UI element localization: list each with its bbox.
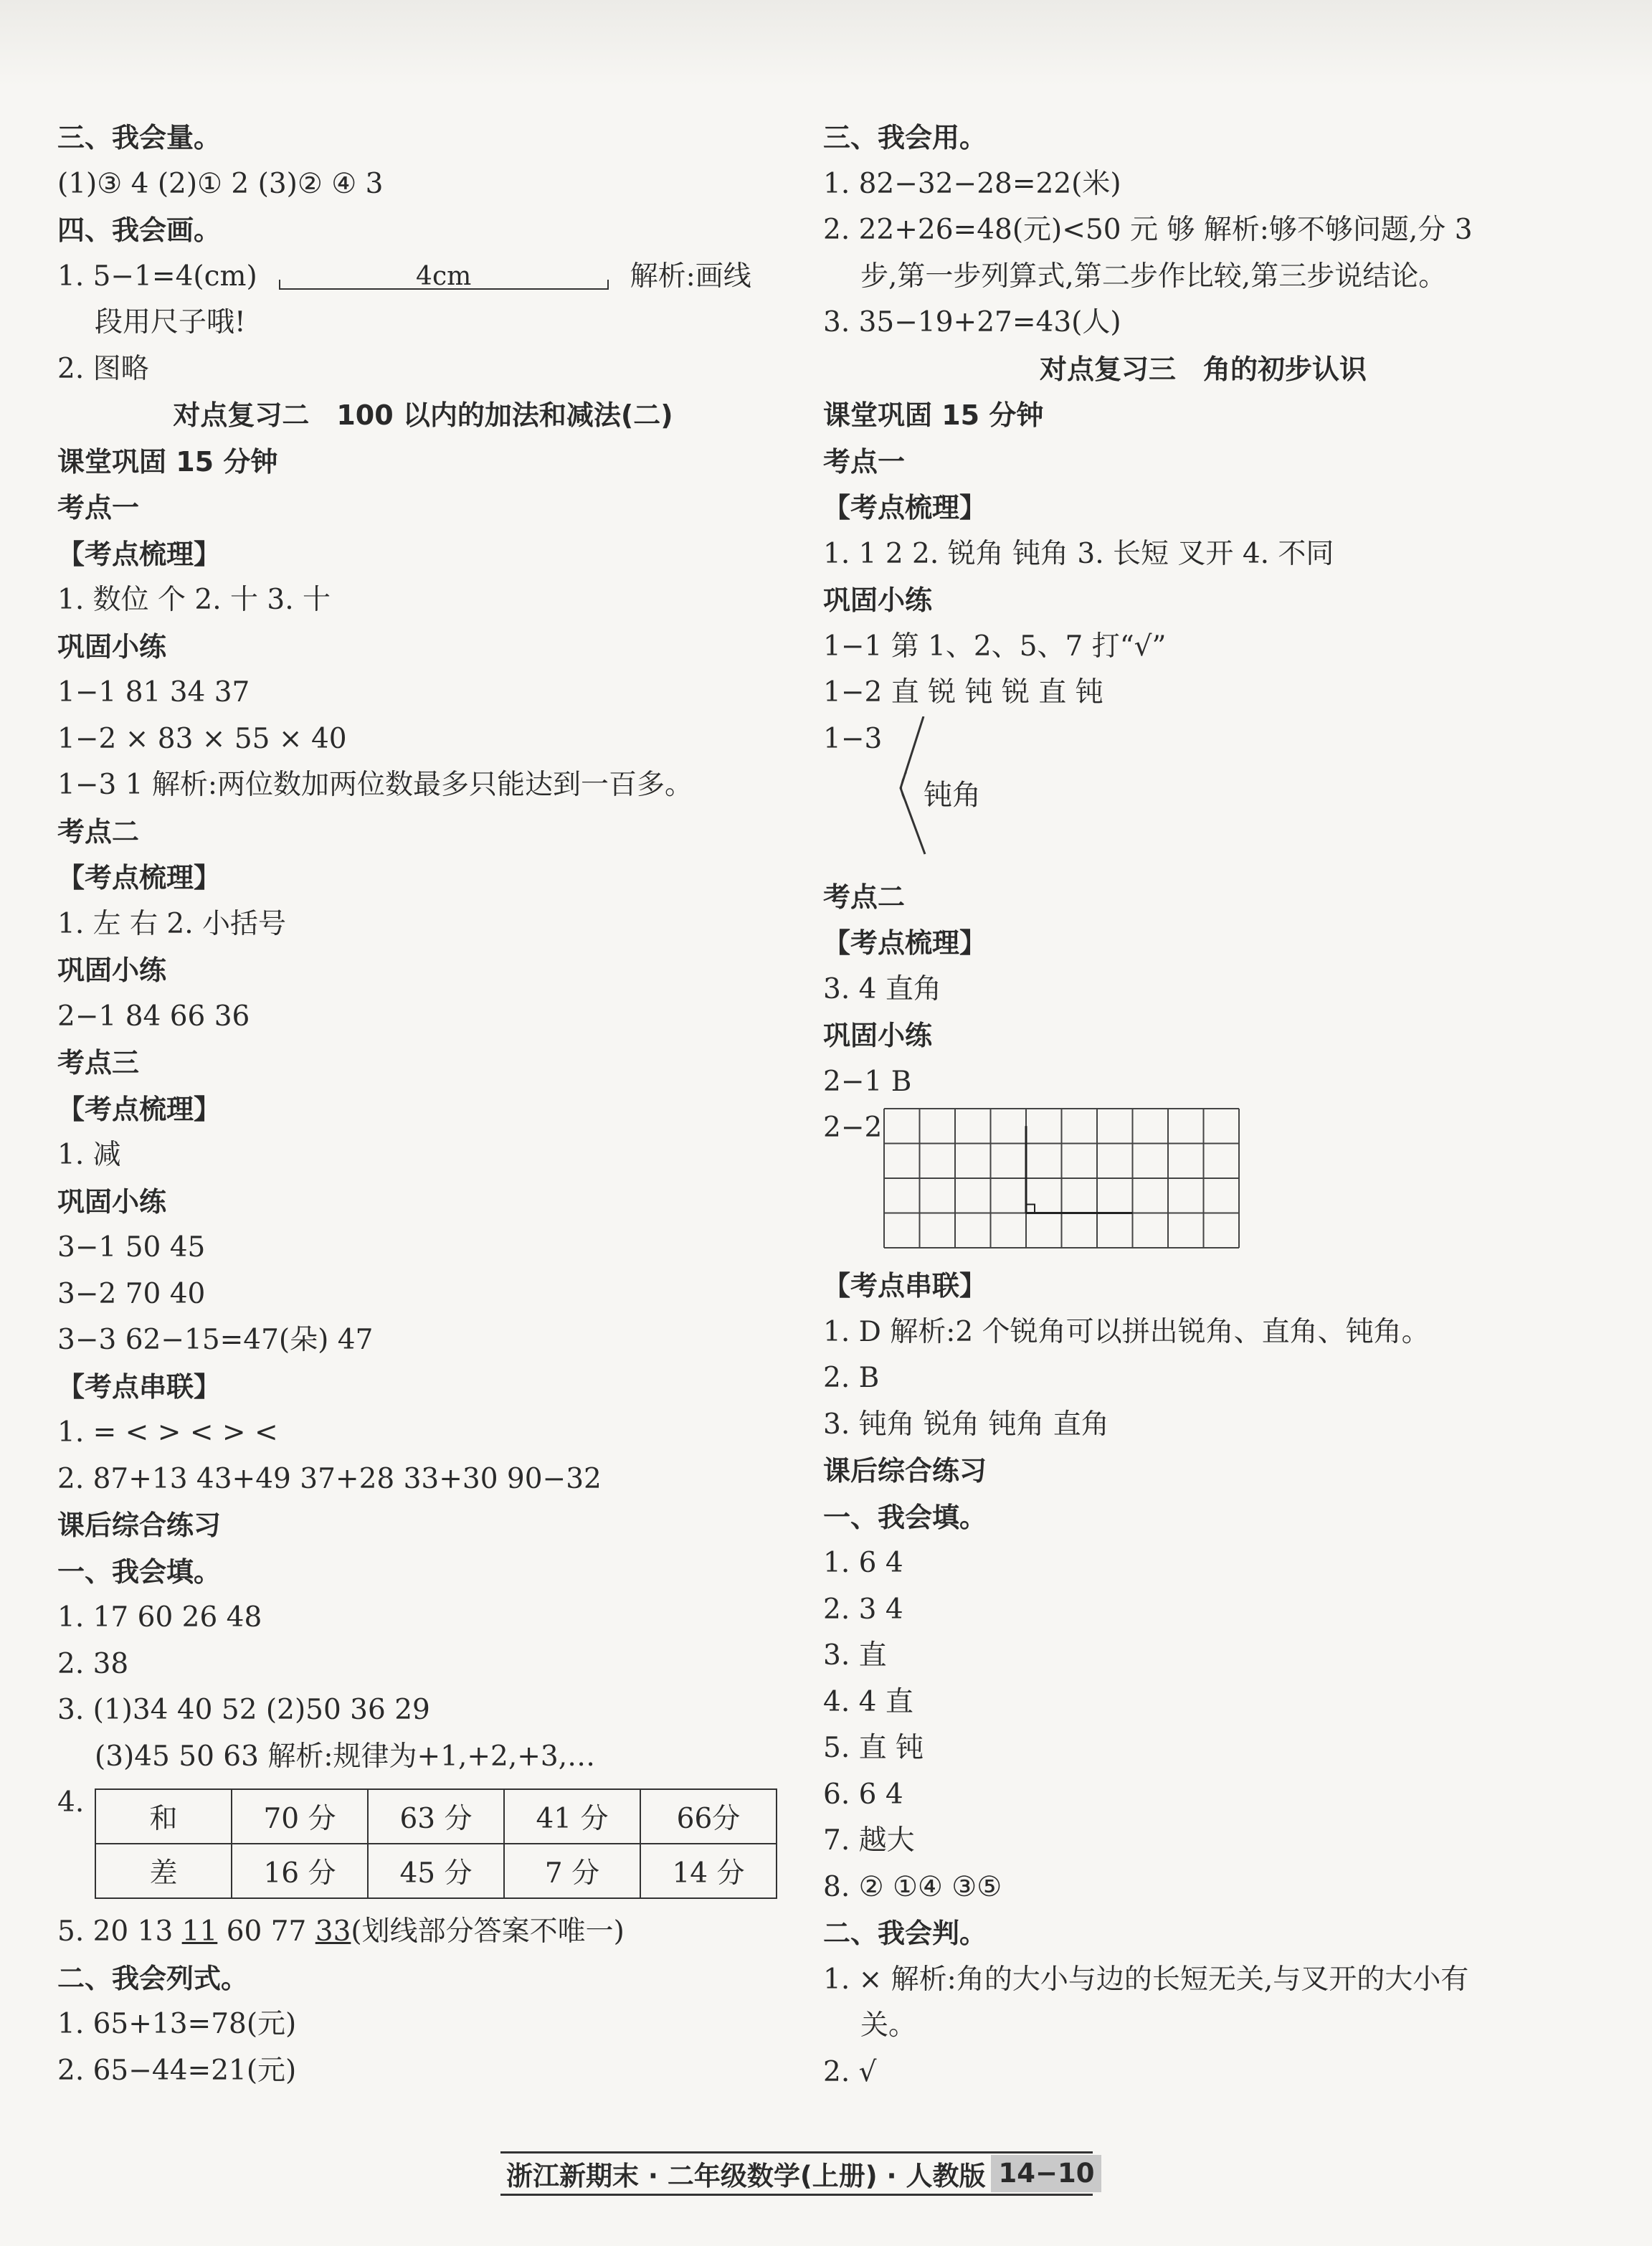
answer-text: 60 77 [217,1915,315,1948]
subheading: 【考点梳理】 [57,1093,222,1125]
answer-line: 1. 82−32−28=22(米) [823,167,1121,200]
answer-line: 3. (1)34 40 52 (2)50 36 29 [57,1694,430,1726]
answer-line: 1−2 × 83 × 55 × 40 [57,722,347,755]
section-title: 对点复习二 100 以内的加法和减法(二) [173,399,673,431]
subheading: 巩固小练 [823,1020,933,1051]
heading: 四、我会画。 [57,214,222,246]
answer-line: 段用尺子哦! [95,306,246,338]
answer-line: 1−1 第 1、2、5、7 打“√” [823,630,1167,663]
answer-line: 3−2 70 40 [57,1277,206,1310]
table-cell: 70 分 [232,1789,368,1844]
answer-text: 1. 5−1=4(cm) [57,260,257,293]
sum-difference-table-block [57,1780,789,1909]
subheading: 课后综合练习 [57,1510,222,1541]
answer-line: 3. 直 [823,1639,887,1672]
answer-line: 1. 1 2 2. 锐角 钝角 3. 长短 叉开 4. 不同 [823,537,1334,570]
subheading: 巩固小练 [57,954,167,986]
answer-line: 5. 直 钝 [823,1732,924,1764]
answer-line: 1. D 解析:2 个锐角可以拼出锐角、直角、钝角。 [823,1315,1430,1348]
answer-line: 2. 65−44=21(元) [57,2054,297,2087]
table-cell: 差 [95,1844,232,1898]
underlined-answer: 11 [181,1915,218,1948]
table-cell: 和 [95,1789,232,1844]
footer-title: 浙江新期末 · 二年级数学(上册) · 人教版 [506,2161,986,2191]
answer-line: 7. 越大 [823,1824,915,1857]
answer-line: 3. 4 直角 [823,972,941,1005]
heading: 三、我会量。 [57,122,222,153]
subheading: 【考点梳理】 [57,538,222,570]
answer-line: 1−1 81 34 37 [57,676,250,709]
answer-line: 1. × 解析:角的大小与边的长短无关,与叉开的大小有 [823,1963,1469,1996]
angle-label: 钝角 [924,778,981,812]
subheading: 巩固小练 [823,584,933,616]
subheading: 课堂巩固 15 分钟 [823,399,1044,431]
answer-line: 4. 4 直 [823,1685,913,1718]
answer-line: 1. = < > < > < [57,1416,278,1449]
table-cell: 63 分 [368,1789,504,1844]
right-angle-grid-block [823,1105,1583,1263]
angle-arc [901,772,906,802]
answer-line [57,1909,789,1956]
answer-line: 2. 22+26=48(元)<50 元 够 解析:够不够问题,分 3 [823,214,1473,246]
right-column [823,115,1583,2095]
sum-difference-table [95,1788,777,1899]
answer-line: 3. 35−19+27=43(人) [823,306,1121,338]
answer-note: (划线部分答案不唯一) [351,1915,625,1948]
answer-line: 3. 钝角 锐角 钝角 直角 [823,1408,1109,1441]
subheading: 【考点梳理】 [823,492,987,523]
obtuse-angle-figure-block [823,716,1583,874]
answer-line: 1−3 1 解析:两位数加两位数最多只能达到一百多。 [57,769,693,801]
answer-line: 1. 17 60 26 48 [57,1601,262,1634]
page-footer [500,2151,1093,2196]
subheading: 【考点串联】 [57,1370,222,1403]
answer-line: 3−3 62−15=47(朵) 47 [57,1324,374,1356]
subheading: 课堂巩固 15 分钟 [57,445,278,478]
answer-line: 关。 [860,2009,917,2042]
right-angle-mark [1026,1205,1035,1213]
heading: 一、我会填。 [57,1555,222,1588]
answer-line: 8. ② ①④ ③⑤ [823,1870,1002,1903]
subheading: 【考点串联】 [823,1270,987,1302]
table-row [95,1844,777,1898]
page-number: 14−10 [991,2155,1101,2192]
subheading: 考点二 [823,881,906,913]
answer-line: 2. B [823,1362,880,1394]
answer-line: 2−2 [823,1112,883,1144]
ruler-line-4cm [279,261,609,293]
subheading: 考点二 [57,815,140,848]
table-cell: 41 分 [504,1789,640,1844]
left-column [57,115,789,2094]
section-title: 对点复习三 角的初步认识 [1039,353,1367,385]
subheading: 课后综合练习 [823,1455,987,1487]
heading: 一、我会填。 [823,1501,987,1533]
answer-line: 1−3 [823,722,883,755]
square-grid-figure [883,1108,1243,1251]
table-cell: 45 分 [368,1844,504,1898]
subheading: 考点一 [57,492,140,523]
answer-line: 2−1 B [823,1065,912,1098]
table-cell: 16 分 [232,1844,368,1898]
table-cell: 66分 [640,1789,777,1844]
table-row [95,1789,777,1844]
answer-line: 1. 左 右 2. 小括号 [57,907,287,940]
subheading: 巩固小练 [57,630,167,663]
answer-line: 1. 6 4 [823,1547,903,1579]
answer-line: 1. 数位 个 2. 十 3. 十 [57,584,331,616]
ruler-label: 4cm [416,261,472,291]
answer-line: 1. 减 [57,1139,121,1171]
subheading: 考点一 [823,445,906,478]
answer-line: 3−1 50 45 [57,1231,206,1264]
answer-line: 6. 6 4 [823,1778,903,1811]
answer-line: 2. 3 4 [823,1593,903,1626]
heading: 二、我会判。 [823,1918,987,1949]
heading: 三、我会用。 [823,122,987,153]
subheading: 【考点梳理】 [823,927,987,959]
answer-line: 1−2 直 锐 钝 锐 直 钝 [823,676,1103,709]
table-cell: 7 分 [504,1844,640,1898]
answer-line: 2. 87+13 43+49 37+28 33+30 90−32 [57,1462,602,1495]
table-cell: 14 分 [640,1844,777,1898]
answer-line: (1)③ 4 (2)① 2 (3)② ④ 3 [57,167,384,200]
answer-line: 2−1 84 66 36 [57,1000,250,1033]
subheading: 巩固小练 [57,1185,167,1218]
underlined-answer: 33 [315,1915,351,1948]
answer-line [57,254,789,300]
question-number: 4. [57,1786,85,1819]
answer-line: 2. √ [823,2055,877,2088]
subheading: 【考点梳理】 [57,862,222,894]
answer-line: 2. 38 [57,1647,129,1680]
analysis-text: 解析:画线 [630,260,751,293]
page-top-shadow [0,0,1652,86]
angle-sides [901,716,925,854]
answer-line: 1. 65+13=78(元) [57,2008,297,2040]
answer-line: 步,第一步列算式,第二步作比较,第三步说结论。 [860,260,1447,293]
answer-line: (3)45 50 63 解析:规律为+1,+2,+3,… [95,1740,596,1773]
answer-text: 5. 20 13 [57,1915,182,1948]
heading: 二、我会列式。 [57,1962,249,1994]
subheading: 考点三 [57,1047,140,1079]
answer-line: 2. 图略 [57,352,149,385]
